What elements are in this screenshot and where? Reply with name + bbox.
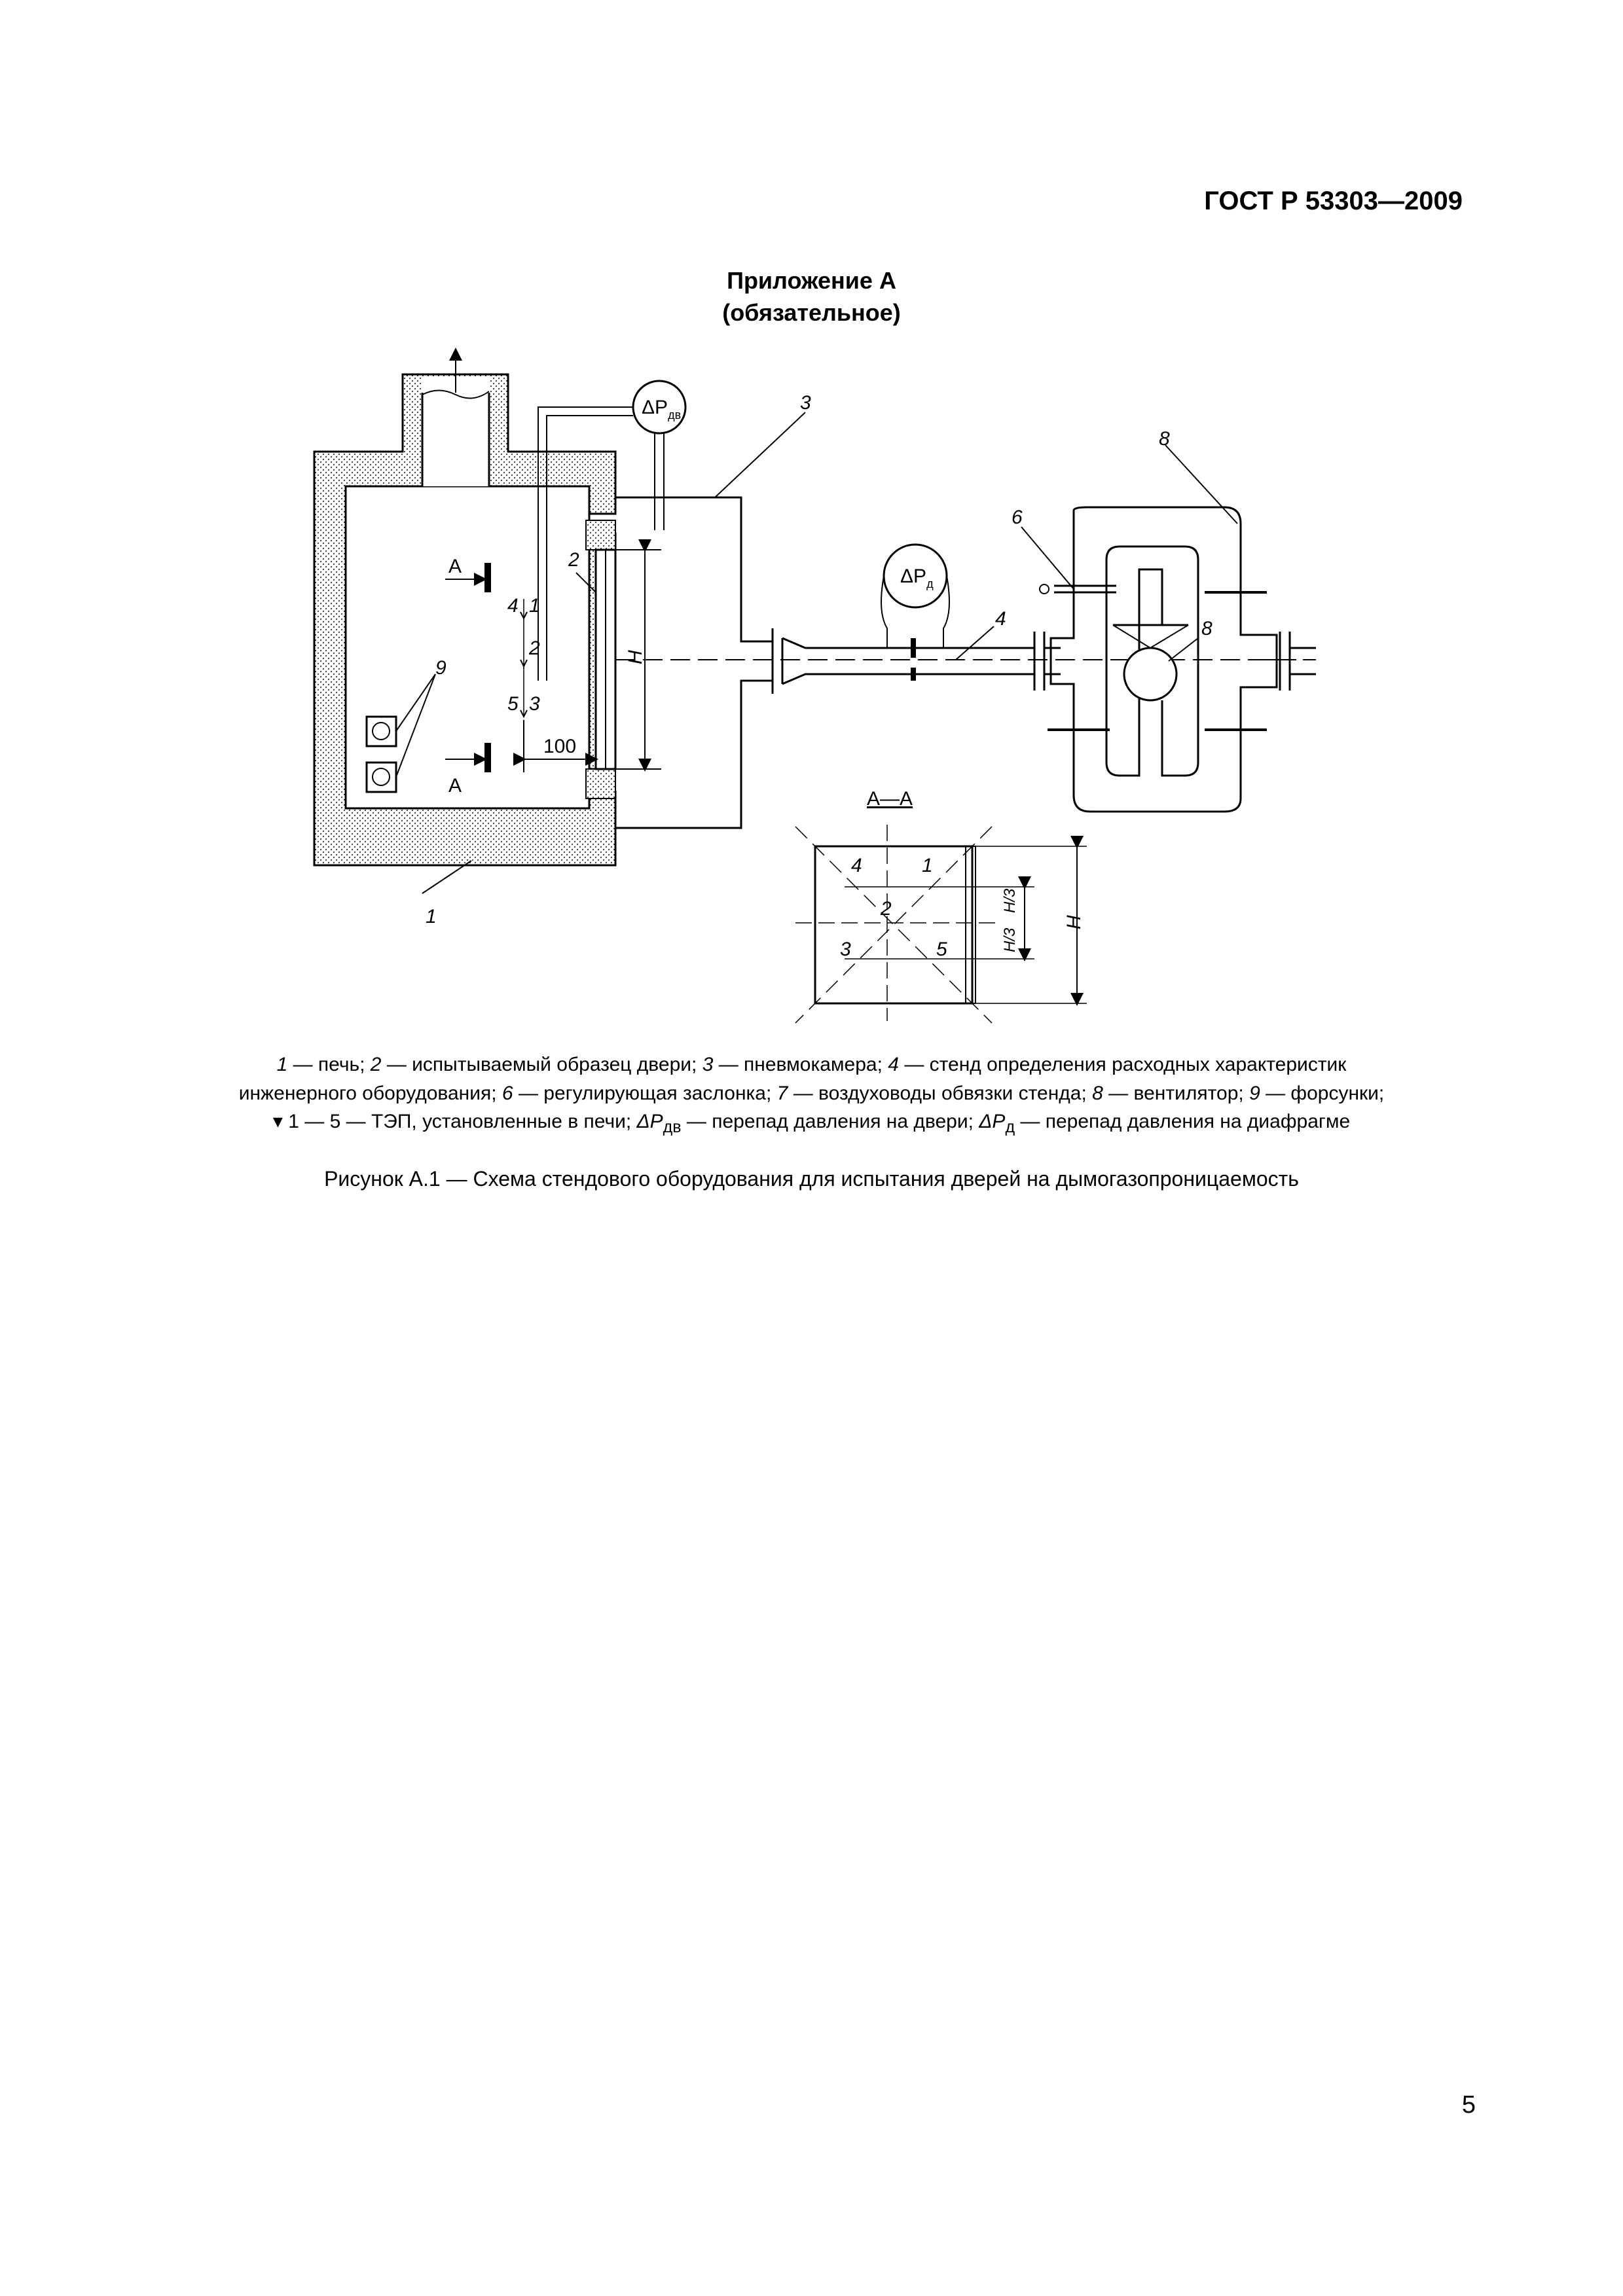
figure-legend <box>0 1050 1623 1139</box>
legend-dp-diaphragm-text: — перепад давления на диафрагме <box>1015 1111 1351 1132</box>
callout-6: 6 <box>1012 507 1023 528</box>
legend-item-num: 9 <box>1249 1082 1260 1104</box>
sec-tc-1: 1 <box>922 855 933 876</box>
section-mark-lower: А <box>448 775 462 797</box>
gauge-diaphragm-symbol: $\Delta P_д$ <box>900 565 934 590</box>
legend-line-1 <box>0 1050 1623 1079</box>
legend-item-num: 2 <box>370 1054 382 1075</box>
tc-1: 1 <box>529 595 540 617</box>
figure-caption: Рисунок А.1 — Схема стендового оборудования для испытания дверей на дымогазопроницаемость <box>324 1167 1299 1191</box>
dim-height-section: H <box>1063 915 1085 929</box>
callout-8-inner: 8 <box>1201 618 1213 639</box>
legend-dp-door-sub: дв <box>663 1118 682 1136</box>
legend-item-text: — регулирующая заслонка; <box>513 1082 777 1104</box>
legend-item-text: — испытываемый образец двери; <box>381 1054 702 1075</box>
legend-dp-door-text: — перепад давления на двери; <box>681 1111 979 1132</box>
section-title: А—А <box>867 788 913 810</box>
legend-item-text: — форсунки; <box>1260 1082 1385 1104</box>
legend-tep: 1 — 5 — ТЭП, установленные в печи; <box>288 1111 637 1132</box>
legend-item-num: 3 <box>702 1054 714 1075</box>
tc-5: 5 <box>507 693 519 715</box>
test-bench-diagram <box>0 0 1623 1060</box>
pneumatic-chamber <box>615 497 1316 828</box>
callout-8-top: 8 <box>1159 428 1170 450</box>
legend-dp-door-symbol: ΔP <box>636 1111 663 1132</box>
page-number: 5 <box>1461 2091 1476 2119</box>
callout-1: 1 <box>426 906 437 927</box>
legend-item-num: 1 <box>276 1054 288 1075</box>
gauge-door-symbol: $\Delta P_{дв}$ <box>642 397 682 422</box>
sec-tc-3: 3 <box>840 939 851 960</box>
section-mark-upper: А <box>448 556 462 577</box>
tc-3: 3 <box>529 693 540 715</box>
dim-third-2: H/3 <box>1001 927 1019 952</box>
legend-item-num: 6 <box>501 1082 513 1104</box>
callout-3: 3 <box>800 392 811 414</box>
legend-item-num: 7 <box>776 1082 788 1104</box>
tc-4: 4 <box>507 595 519 617</box>
legend-item-text: — вентилятор; <box>1103 1082 1250 1104</box>
legend-line-3 <box>0 1107 1623 1139</box>
appendix-subtitle: (обязательное) <box>722 298 901 326</box>
sec-tc-5: 5 <box>936 939 947 960</box>
legend-item-text: — пневмокамера; <box>713 1054 888 1075</box>
furnace <box>314 350 615 865</box>
sec-tc-2: 2 <box>881 898 892 920</box>
thermocouple-marker-icon: ▾ <box>272 1111 283 1132</box>
tc-2: 2 <box>529 637 540 659</box>
legend-item-text: инженерного оборудования; <box>238 1082 502 1104</box>
legend-item-num: 8 <box>1092 1082 1103 1104</box>
dim-height: H <box>625 650 646 664</box>
section-view <box>795 825 1087 1023</box>
legend-item-text: — воздуховоды обвязки стенда; <box>788 1082 1093 1104</box>
appendix-title: Приложение А <box>727 267 896 294</box>
legend-item-text: — стенд определения расходных характеристик <box>898 1054 1347 1075</box>
legend-dp-diaphragm-symbol: ΔP <box>979 1111 1006 1132</box>
callout-9: 9 <box>435 657 447 679</box>
sec-tc-4: 4 <box>851 855 862 876</box>
document-code: ГОСТ Р 53303—2009 <box>1204 187 1463 215</box>
dim-third-1: H/3 <box>1001 888 1019 913</box>
legend-item-text: — печь; <box>287 1054 371 1075</box>
legend-line-2 <box>0 1079 1623 1108</box>
legend-item-num: 4 <box>888 1054 899 1075</box>
legend-dp-diaphragm-sub: д <box>1005 1118 1015 1136</box>
callout-2: 2 <box>568 549 579 571</box>
dim-offset: 100 <box>543 736 577 757</box>
callout-4: 4 <box>995 608 1006 630</box>
